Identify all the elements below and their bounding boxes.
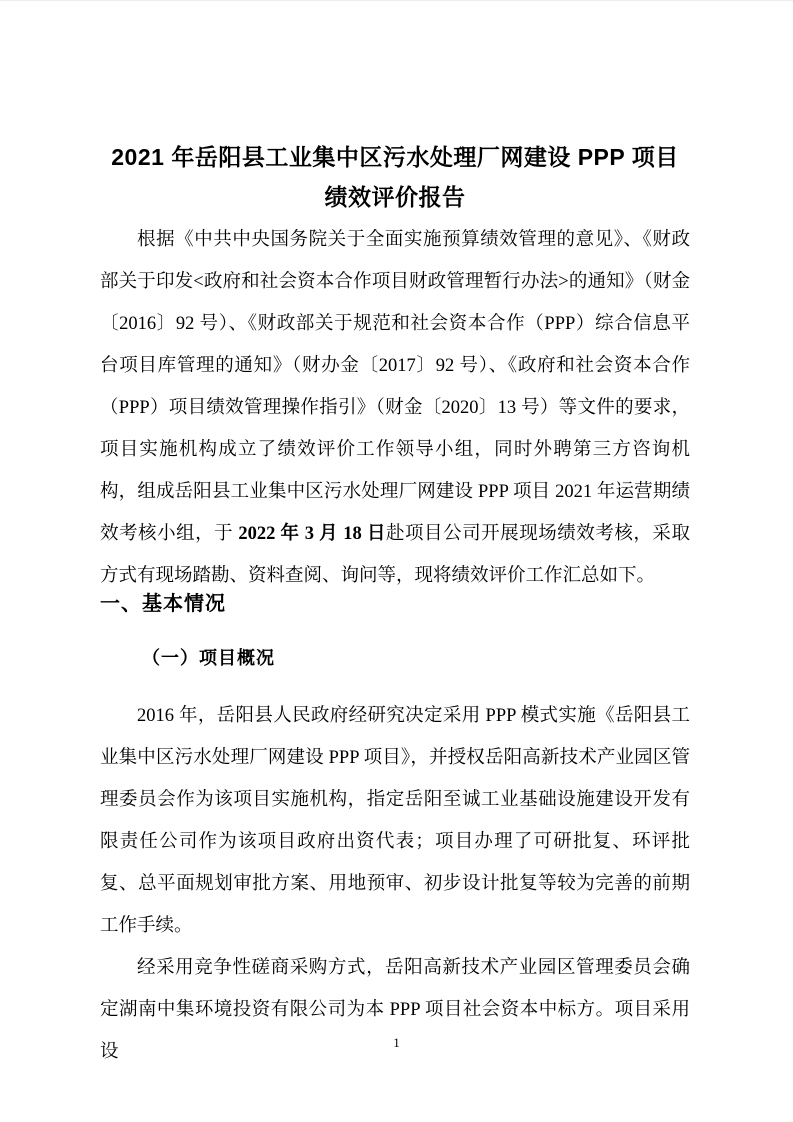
subsection-heading-project-overview: （一）项目概况 — [142, 648, 275, 668]
document-title-line1: 2021 年岳阳县工业集中区污水处理厂网建设 PPP 项目 — [111, 144, 679, 170]
project-overview-paragraph-1: 2016 年，岳阳县人民政府经研究决定采用 PPP 模式实施《岳阳县工业集中区污水处理厂网建设 PPP 项目》，并授权岳阳高新技术产业园区管理委员会作为该项目实施机构，指定岳阳至诚工业基础设施建设开发有限责任公司作为该项目政府出资代表；项目办理了可研批复、环评批复、总平面规划审批方案、用地预审、初步设计批复等较为完善的前期工作手续。 — [100, 706, 690, 936]
intro-text-before-date: 根据《中共中央国务院关于全面实施预算绩效管理的意见》、《财政部关于印发<政府和社会资本合作项目财政管理暂行办法>的通知》（财金〔2016〕92 号）、《财政部关于规范和社会资本合作（PPP）综合信息平台项目库管理的通知》（财办金〔2017〕92 号）、《政府和社会资本合作（PPP）项目绩效管理操作指引》（财金〔2020〕13 号）等文件的要求，项目实施机构成立了绩效评价工作领导小组，同时外聘第三方咨询机构，组成岳阳县工业集中区污水处理厂网建设 PPP 项目 2021 年运营期绩效考核小组，于 — [100, 230, 690, 544]
intro-text-after-date: 赴项目公司开展现场绩效考核，采取方式有现场踏勘、资料查阅、询问等，现将绩效评价工作汇总如下。 — [100, 524, 690, 586]
project-overview-paragraph-2: 经采用竞争性磋商采购方式，岳阳高新技术产业园区管理委员会确定湖南中集环境投资有限公司为本 PPP 项目社会资本中标方。项目采用设 — [100, 958, 690, 1062]
section-heading-basic-situation: 一、基本情况 — [100, 593, 226, 615]
document-title — [100, 137, 690, 217]
document-title-line2: 绩效评价报告 — [324, 184, 466, 210]
site-visit-date: 2022 年 3 月 18 日 — [238, 524, 386, 544]
intro-paragraph — [100, 219, 690, 597]
page-number: 1 — [393, 1035, 400, 1050]
